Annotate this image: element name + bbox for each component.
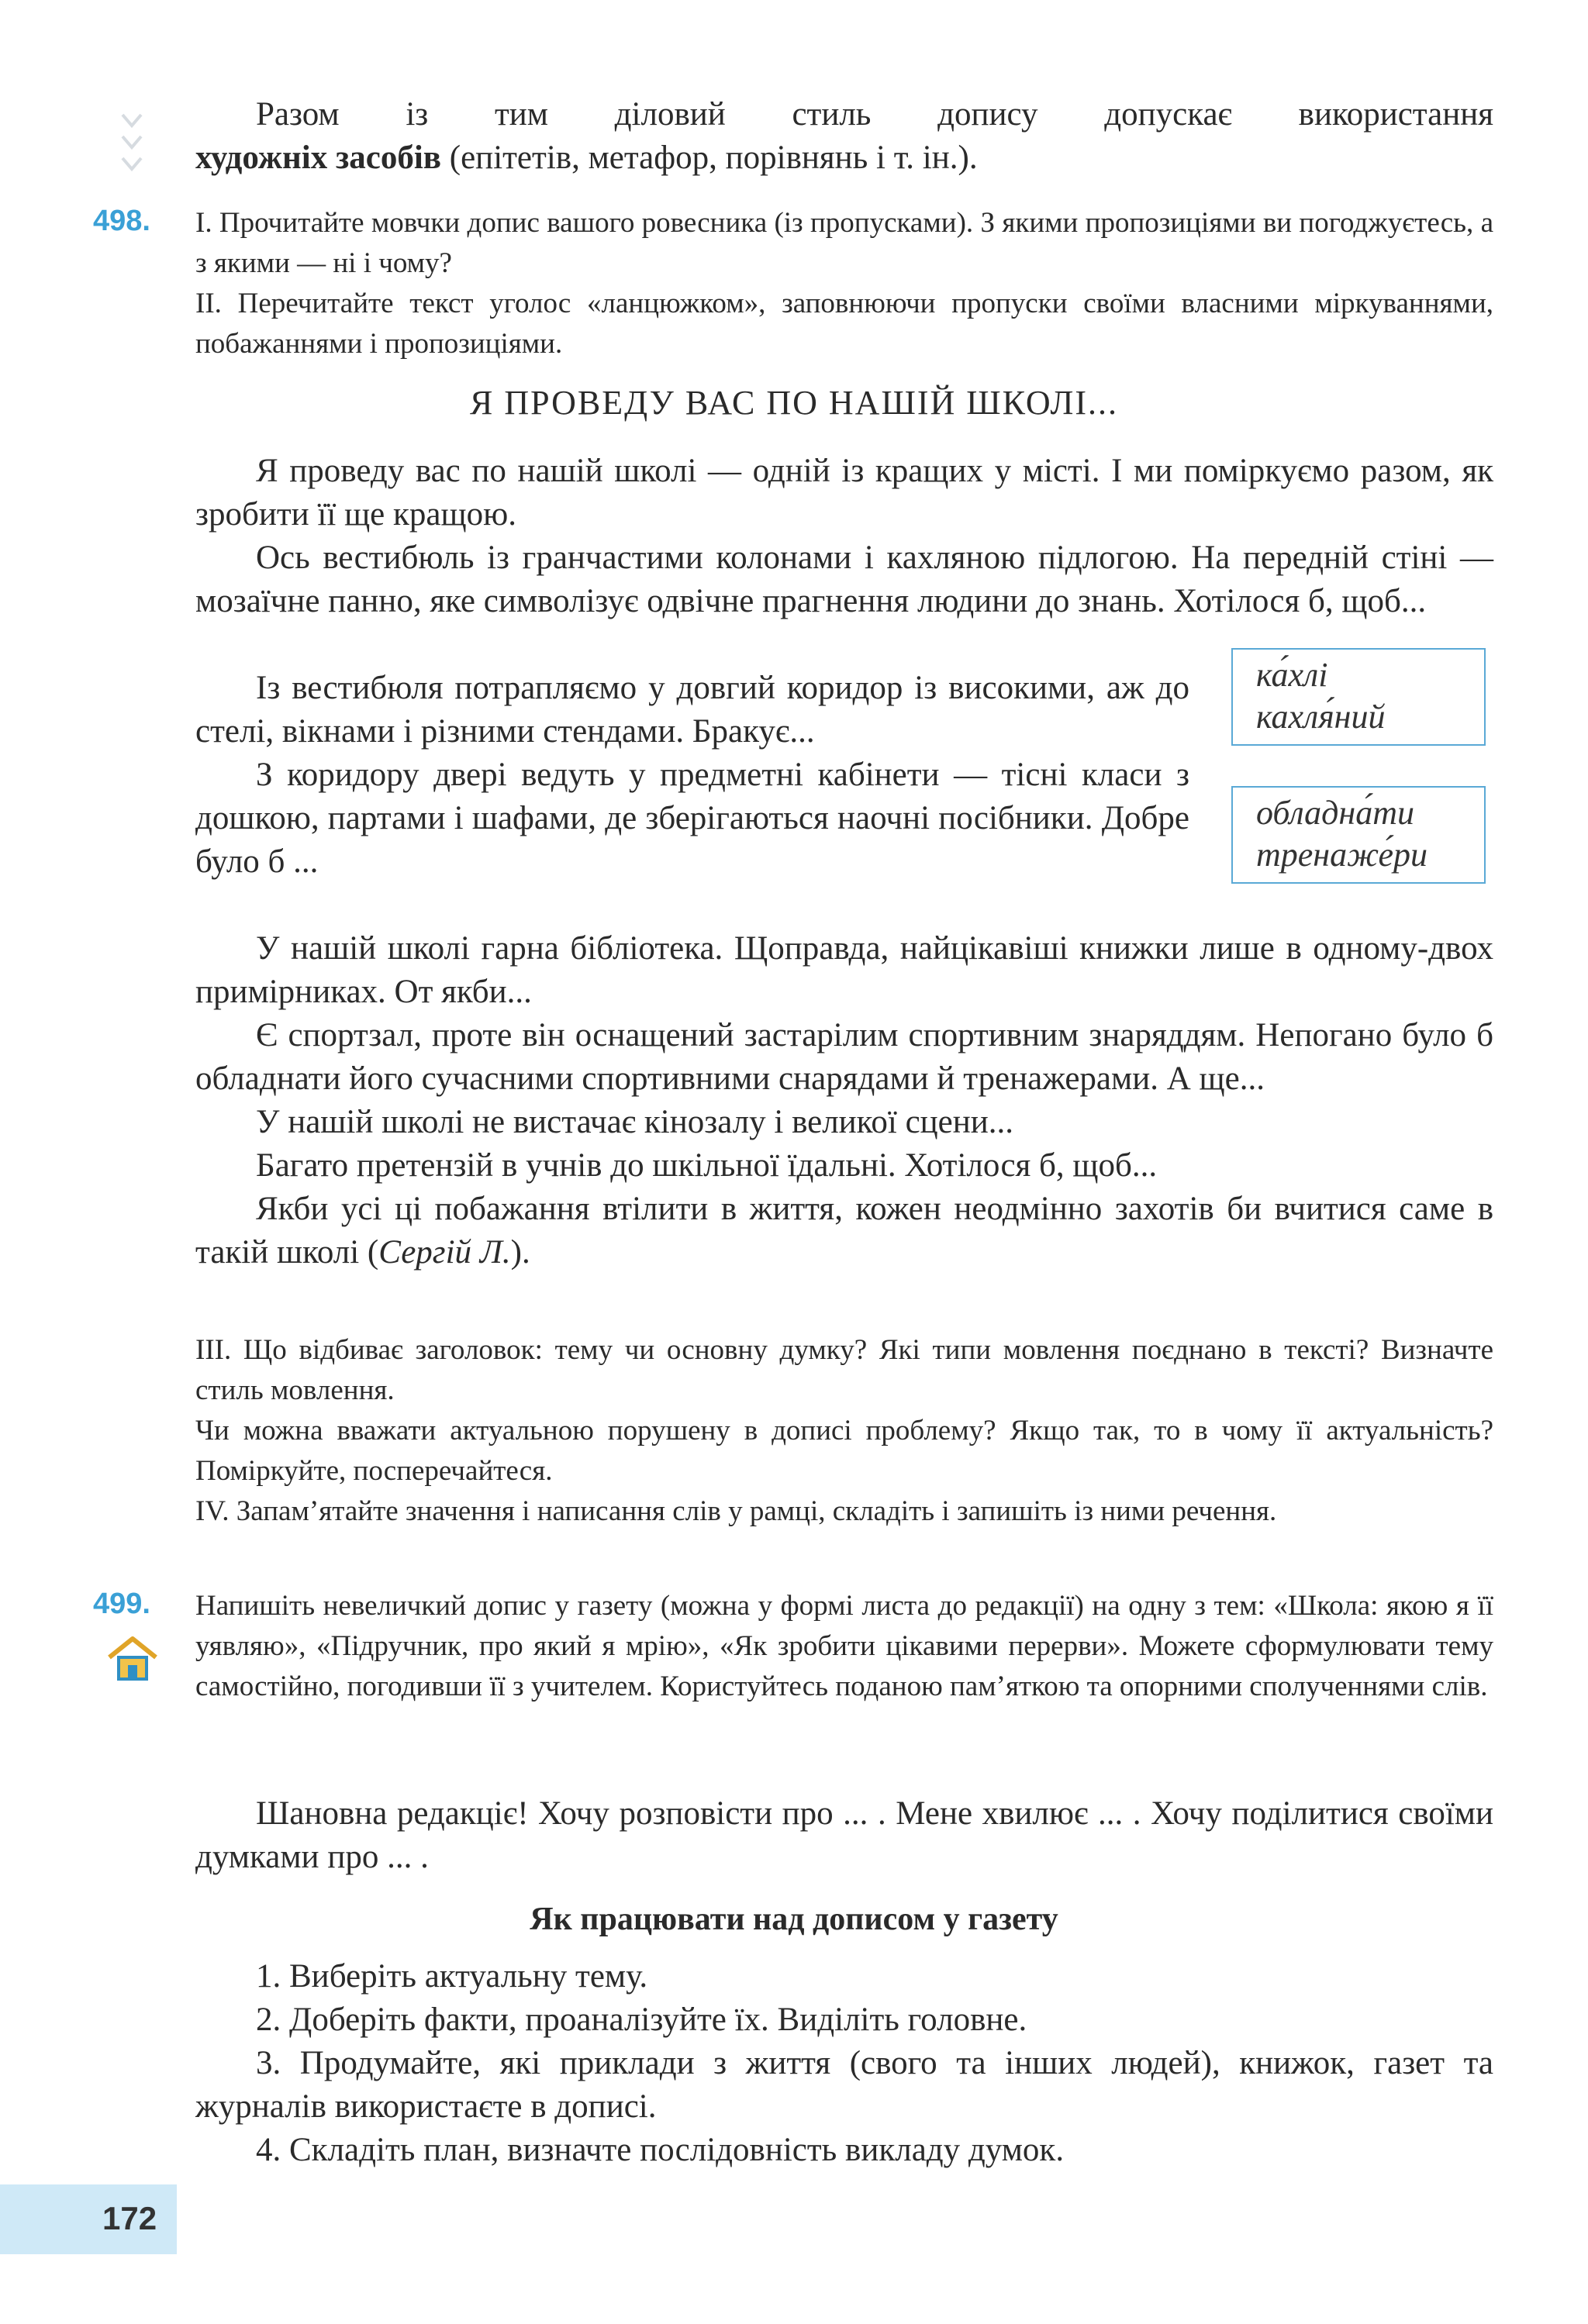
exercise-498-number: 498. <box>93 205 150 237</box>
intro-line: Разом із тим діловий стиль допису допускає використання <box>256 96 1493 133</box>
intro-line-2 <box>195 136 1493 180</box>
vocab-word: кахля́ний <box>1256 698 1386 736</box>
exercise-498-questions <box>195 1330 1493 1532</box>
vocabulary-box-1 <box>1231 648 1486 746</box>
essay-body-bottom <box>195 927 1493 1274</box>
memo-step: 1. Виберіть актуальну тему. <box>256 1958 648 1995</box>
vocab-word: обладна́ти <box>1256 794 1415 832</box>
memo-step: 3. Продумайте, які приклади з життя (свого та інших людей), книжок, газет та журналів використаєте в дописі. <box>195 2045 1493 2125</box>
essay-paragraph-9 <box>195 1188 1493 1274</box>
exercise-498-task-4: IV. Запам’ятайте значення і написання слів у рамці, складіть і запишіть із ними речення. <box>195 1495 1277 1527</box>
home-assignment-icon <box>105 1634 161 1684</box>
exercise-499-number: 499. <box>93 1588 150 1620</box>
essay-author: Сергій Л. <box>378 1234 511 1271</box>
exercise-499-task <box>195 1586 1493 1707</box>
margin-decoration-icon <box>116 109 147 178</box>
exercise-498-tasks <box>195 203 1493 364</box>
essay-body-top <box>195 450 1493 623</box>
vocabulary-box-2 <box>1231 786 1486 884</box>
essay-p9-text: Якби усі ці побажання втілити в життя, кожен неодмінно захотів би вчитися саме в такій школі ( <box>195 1191 1493 1271</box>
memo-title: Як працювати над дописом у газету <box>530 1902 1058 1937</box>
intro-paragraph <box>195 93 1493 180</box>
vocab-word: ка́хлі <box>1256 656 1328 694</box>
exercise-498-task-2: ІІ. Перечитайте текст уголос «ланцюжком», заповнюючи пропуски своїми власними міркуваннями, побажаннями і пропозиціями. <box>195 288 1493 360</box>
vocab-word: тренаже́ри <box>1256 836 1428 874</box>
exercise-498-task-3a: ІІІ. Що відбиває заголовок: тему чи основну думку? Які типи мовлення поєднано в тексті? Визначте стиль мовлення. <box>195 1334 1493 1406</box>
essay-paragraph-5: У нашій школі гарна бібліотека. Щоправда, найцікавіші книжки лише в одному-двох примірниках. От якби... <box>195 930 1493 1010</box>
sample-letter <box>195 1792 1493 1879</box>
exercise-499-text: Напишіть невеличкий допис у газету (можна у формі листа до редакції) на одну з тем: «Школа: якою я її уявляю», «Підручник, про який я мрію», «Як зробити цікавими перерви». Можете сформулювати тему самостійно, погодивши її з учителем. Користуйтесь поданою пам’яткою та опорними сполученнями слів. <box>195 1590 1493 1702</box>
essay-paragraph-4: З коридору двері ведуть у предметні кабінети — тісні класи з дошкою, партами і шафами, де зберігаються наочні посібники. Добре було б ... <box>195 757 1189 880</box>
essay-paragraph-7: У нашій школі не вистачає кінозалу і великої сцени... <box>256 1104 1014 1140</box>
memo-step: 2. Доберіть факти, проаналізуйте їх. Виділіть головне. <box>256 2002 1027 2038</box>
intro-rest: (епітетів, метафор, порівнянь і т. ін.). <box>441 140 978 176</box>
essay-body-narrow <box>195 667 1189 884</box>
essay-p9-end: ). <box>510 1234 530 1271</box>
memo-steps <box>195 1955 1493 2172</box>
essay-paragraph-1: Я проведу вас по нашій школі — одній із кращих у місті. І ми поміркуємо разом, як зробити її ще кращою. <box>195 453 1493 533</box>
memo-step: 4. Складіть план, визначте послідовність викладу думок. <box>256 2132 1065 2168</box>
exercise-498-task-3b: Чи можна вважати актуальною порушену в дописі проблему? Якщо так, то в чому її актуальність? Поміркуйте, посперечайтеся. <box>195 1415 1493 1487</box>
text-title: Я ПРОВЕДУ ВАС ПО НАШІЙ ШКОЛІ... <box>470 384 1118 422</box>
essay-paragraph-3: Із вестибюля потрапляємо у довгий коридор із високими, аж до стелі, вікнами і різними стендами. Бракує... <box>195 670 1189 750</box>
essay-paragraph-6: Є спортзал, проте він оснащений застарілим спортивним знаряддям. Непогано було б обладнати його сучасними спортивними снарядами й тренажерами. А ще... <box>195 1017 1493 1097</box>
essay-paragraph-8: Багато претензій в учнів до шкільної їдальні. Хотілося б, щоб... <box>256 1147 1158 1184</box>
page-number: 172 <box>102 2200 157 2236</box>
intro-bold: художніх засобів <box>195 140 442 176</box>
essay-paragraph-2: Ось вестибюль із гранчастими колонами і кахляною підлогою. На передній стіні — мозаїчне панно, яке символізує одвічне прагнення людини до знань. Хотілося б, щоб... <box>195 540 1493 619</box>
sample-letter-text: Шановна редакціє! Хочу розповісти про ... . Мене хвилює ... . Хочу поділитися своїми думками про ... . <box>195 1795 1493 1875</box>
exercise-498-task-1: І. Прочитайте мовчки допис вашого ровесника (із пропусками). З якими пропозиціями ви погоджуєтесь, а з якими — ні і чому? <box>195 207 1493 279</box>
